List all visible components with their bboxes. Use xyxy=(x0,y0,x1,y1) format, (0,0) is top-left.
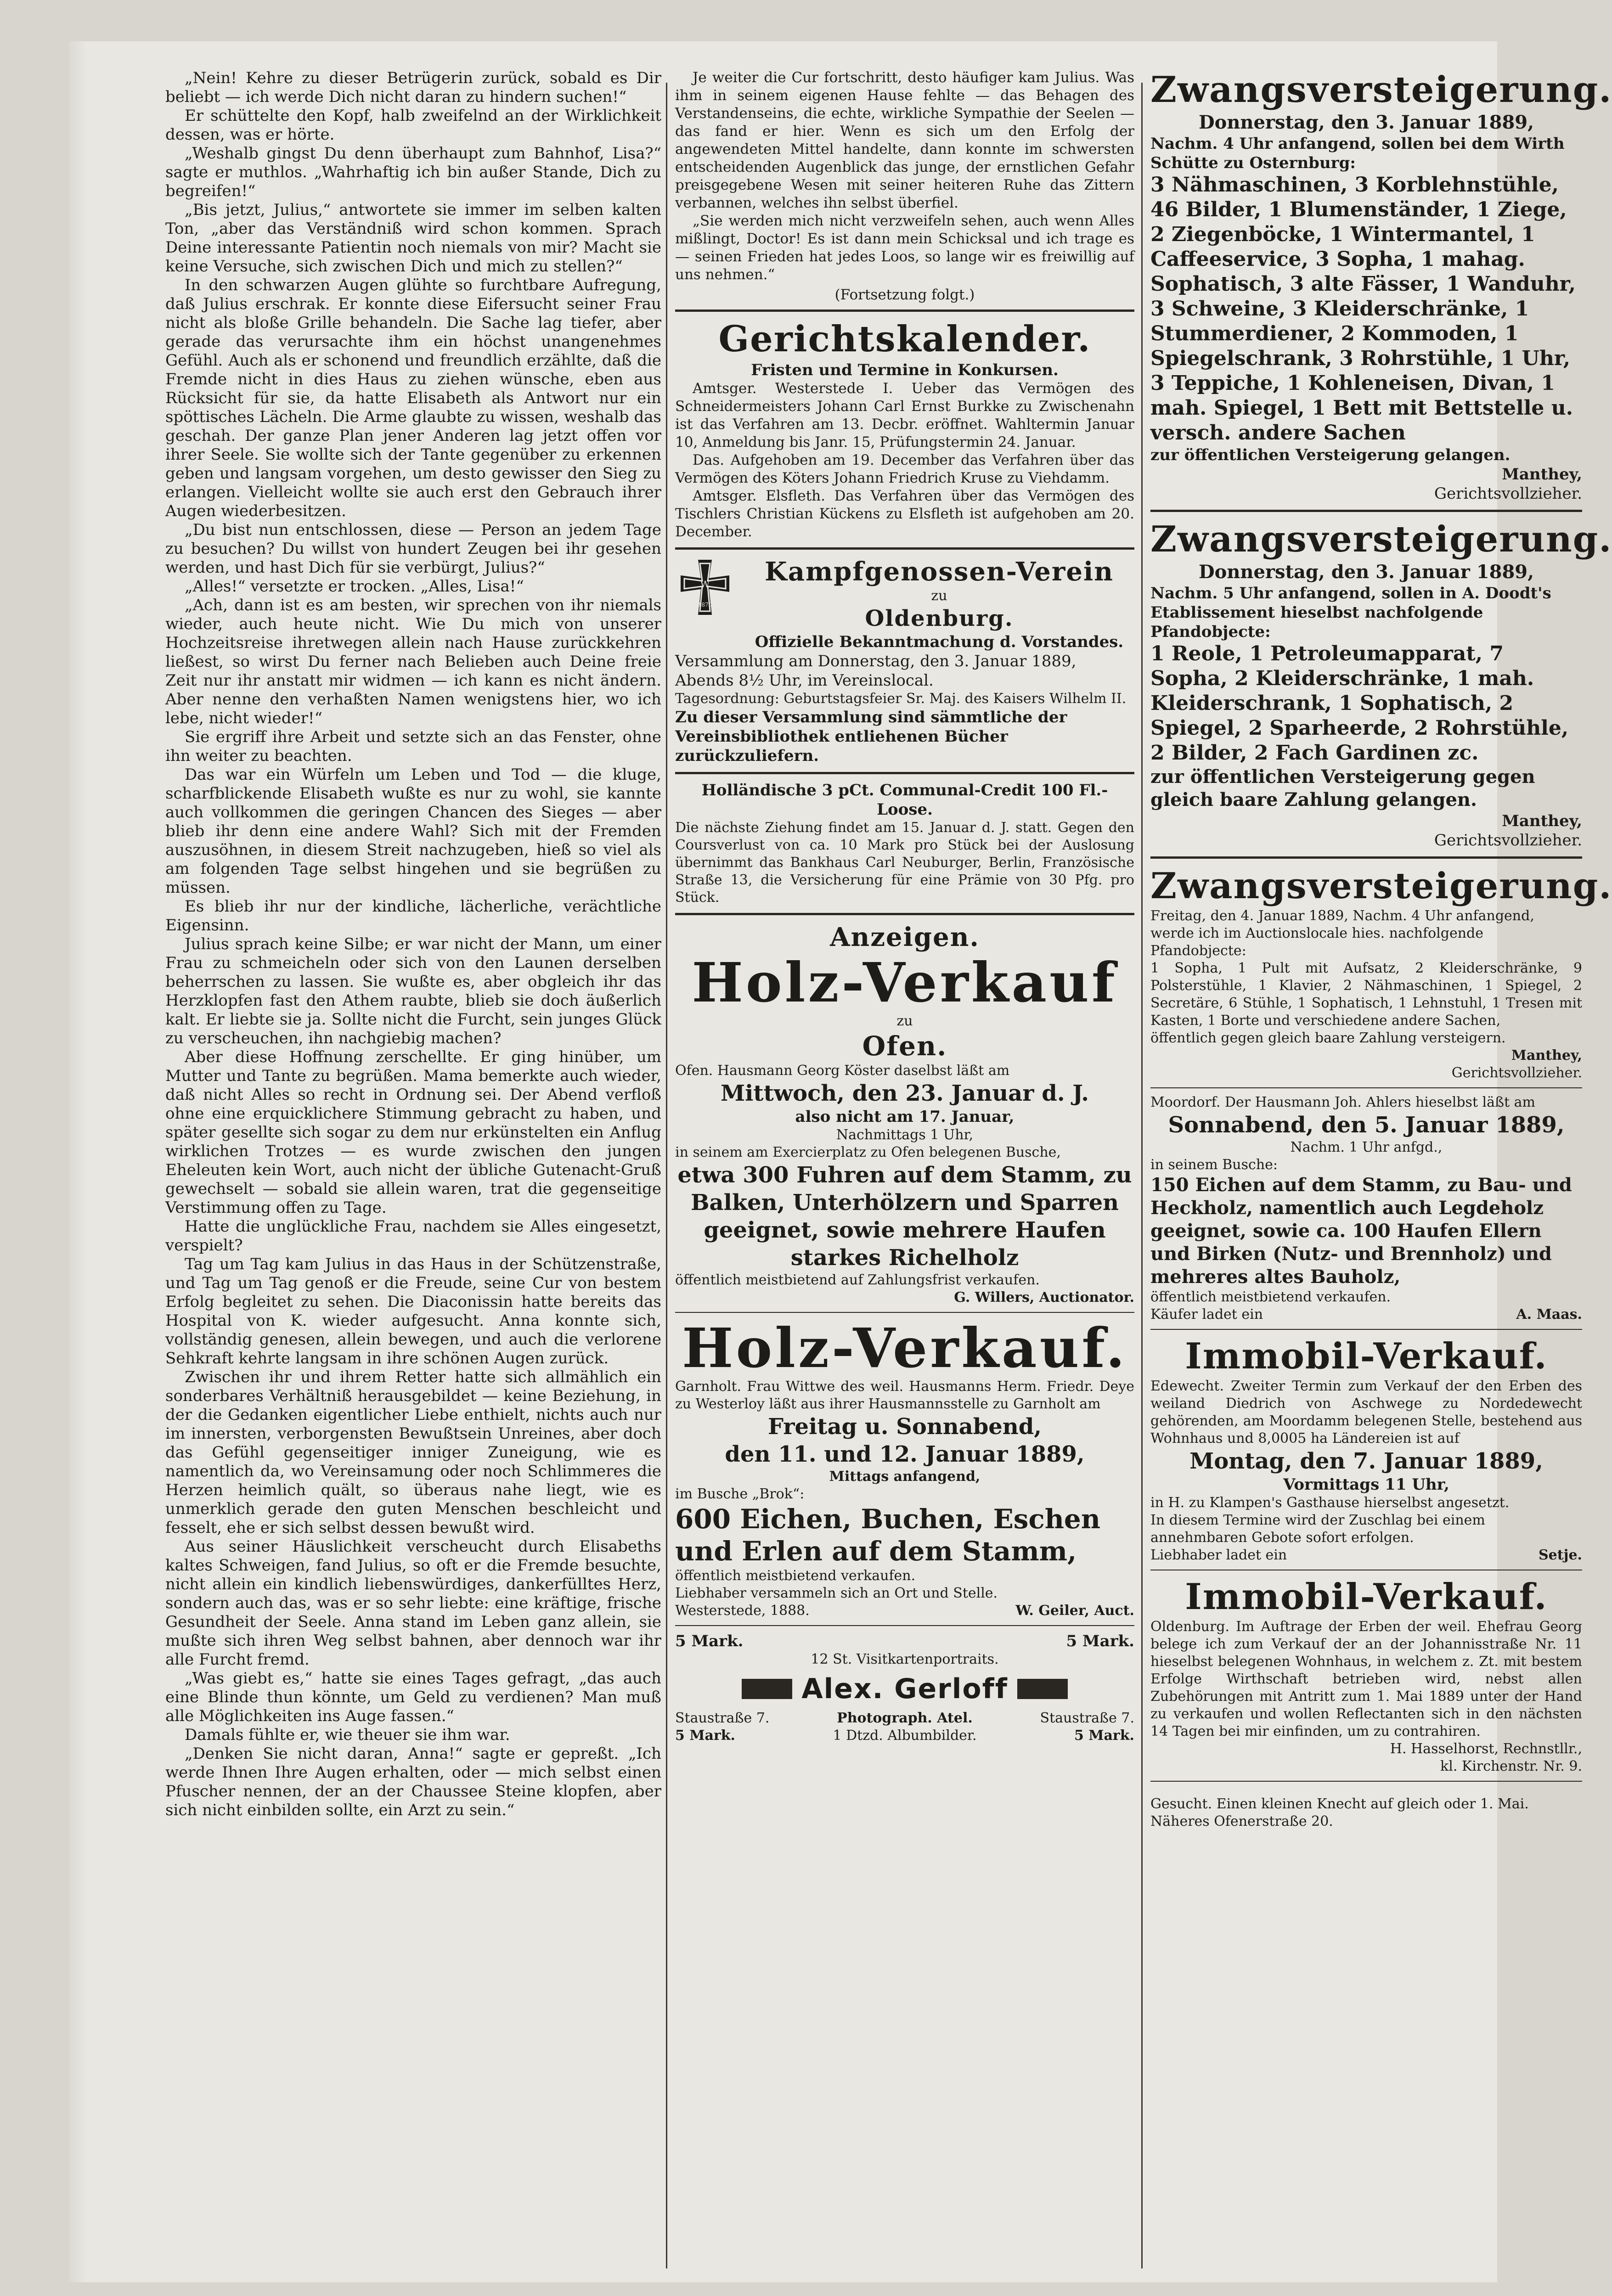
bailiff-name: Manthey, xyxy=(1511,1047,1582,1064)
property-sale-time: Vormittags 11 Uhr, xyxy=(1283,1475,1449,1494)
wood-sale-intro: Garnholt. Frau Wittwe des weil. Hausmanns Herm. Friedr. Deye zu Westerloy läßt aus ihrer Hausmannsstelle zu Garnholt am xyxy=(675,1379,1134,1412)
column-rule-1 xyxy=(666,83,667,2268)
story-paragraph: Julius sprach keine Silbe; er war nicht der Mann, um einer Frau zu schmeicheln oder sich von den Launen derselben beherrschen zu lassen. Sie wußte es, aber obgleich ihr das Herzklopfen fast den Athem raubte, blieb sie doch äußerlich kalt. Er liebte sie ja. Sollte nicht die Furcht, sein junges Glück zu verscheuchen, ihn nachgiebig machen? xyxy=(165,935,661,1047)
album-offer: 1 Dtzd. Albumbilder. xyxy=(833,1728,977,1744)
wood-sale-meeting: Liebhaber versammeln sich an Ort und Stelle. xyxy=(675,1585,998,1601)
property-sale-buyers: Liebhaber ladet ein xyxy=(1150,1547,1287,1563)
club-zu: zu xyxy=(931,588,947,604)
story-paragraph: Je weiter die Cur fortschritt, desto häufiger kam Julius. Was ihm in seinem eigenen Hause fehlte — das Behagen des Verstandenseins, die echte, wirkliche Sympathie der Seelen — das fand er hier. Wenn es sich um den Erfolg der angewendeten Mittel handelte, dann konnte im schwersten entscheidenden Augenblick das junge, der ernstlichen Gefahr preisgegebene Wesen mit seiner heiteren Ruhe das Zittern verbannen, welches ihn selbst überfiel. xyxy=(675,69,1134,211)
story-paragraph: Damals fühlte er, wie theuer sie ihm war. xyxy=(185,1726,510,1744)
veterans-club-ad xyxy=(675,556,1134,765)
auction-items: 1 Reole, 1 Petroleumapparat, 7 Sopha, 2 Kleiderschränke, 1 mah. Kleiderschrank, 1 Sophatisch, 2 Spiegel, 2 Sparheerde, 2 Rohrstühle, 2 Bilder, 2 Fach Gardinen zc. xyxy=(1150,642,1569,765)
property-sale-title: Immobil-Verkauf. xyxy=(1185,1576,1548,1618)
court-entry: Amtsger. Westerstede I. Ueber das Vermögen des Schneidermeisters Johann Carl Ernst Burkke zu Zwischenahn ist das Verfahren am 13. Decbr. eröffnet. Wahltermin Januar 10, Anmeldung bis Janr. 15, Prüfungstermin 24. Januar. xyxy=(675,380,1134,450)
section-rule xyxy=(675,772,1134,774)
property-sale-2 xyxy=(1150,1576,1582,1775)
court-calendar xyxy=(675,318,1134,541)
price-label: 5 Mark. xyxy=(1074,1728,1134,1744)
story-paragraph: Zwischen ihr und ihrem Retter hatte sich allmählich ein sonderbares Verhältniß herausgebildet — keine Beziehung, in der die Gedanken eigentlicher Liebe enthielt, nichts auch nur im innersten, verborgensten Bewußtsein Unreines, aber doch das Gefühl gegenseitiger inniger Zuneigung, wie es namentlich da, wo Vereinsamung oder noch Schlimmeres die Herzen heimlich quält, so überaus nahe liegt, wie es unmerklich gerade den guten Menschen beschleicht und fesselt, ehe er sich selbst dessen bewußt wird. xyxy=(165,1368,661,1537)
wood-sale-title: Holz-Verkauf. xyxy=(682,1316,1128,1380)
bailiff-role: Gerichtsvollzieher. xyxy=(1434,484,1582,503)
lottery-body: Die nächste Ziehung findet am 15. Januar d. J. statt. Gegen den Coursverlust von ca. 10 Mark pro Stück bei der Auslosung übernimmt das Bankhaus Carl Neuburger, Berlin, Französische Straße 13, die Versicherung für eine Prämie von 30 Pfg. pro Stück. xyxy=(675,820,1134,906)
auction-date: Freitag, den 4. Januar 1889, Nachm. 4 Uhr anfangend, werde ich im Auctionslocale hies. nachfolgende Pfandobjecte: xyxy=(1150,908,1534,959)
court-entry: Amtsger. Elsfleth. Das Verfahren über das Vermögen des Tischlers Christian Kückens zu Elsfleth ist aufgehoben am 20. December. xyxy=(675,488,1134,540)
property-sale-body: Edewecht. Zweiter Termin zum Verkauf der den Erben des weiland Diedrich von Aschwege zu Nordedewecht gehörenden, am Moordamm belegenen Stelle, bestehend aus Wohnhaus und 8,0005 ha Ländereien ist auf xyxy=(1150,1378,1582,1446)
auction-closing: öffentlich gegen gleich baare Zahlung versteigern. xyxy=(1150,1030,1506,1046)
section-rule xyxy=(675,1312,1134,1313)
moordorf-items: 150 Eichen auf dem Stamm, zu Bau- und Heckholz, namentlich auch Legdeholz geeignet, sowie ca. 100 Haufen Ellern und Birken (Nutz- und Brennholz) und mehreres altes Bauholz, xyxy=(1150,1174,1572,1288)
section-rule xyxy=(1150,1087,1582,1088)
auction-closing: zur öffentlichen Versteigerung gelangen. xyxy=(1150,446,1511,464)
story-paragraph: „Was giebt es,“ hatte sie eines Tages gefragt, „das auch eine Blinde thun könnte, um Geld zu verdienen? Man muß alle Möglichkeiten ins Auge fassen.“ xyxy=(165,1669,661,1725)
photographer-ad xyxy=(675,1632,1134,1745)
photographer-address: Staustraße 7. xyxy=(675,1710,770,1726)
section-rule xyxy=(675,913,1134,915)
auction-closing: zur öffentlichen Versteigerung gegen gleich baare Zahlung gelangen. xyxy=(1150,766,1535,810)
story-paragraph: „Denken Sie nicht daran, Anna!“ sagte er gepreßt. „Ich werde Ihnen Ihre Augen erhalten, oder — mich selbst einen Pfuscher nennen, der an der Chaussee Steine klopfen, aber sich nicht einbilden sollte, ein Arzt zu sein.“ xyxy=(165,1745,661,1819)
section-rule xyxy=(675,547,1134,550)
story-paragraph: Hatte die unglückliche Frau, nachdem sie Alles eingesetzt, verspielt? xyxy=(165,1217,661,1255)
wood-sale-items: etwa 300 Fuhren auf dem Stamm, zu Balken, Unterhölzern und Sparren geeignet, sowie mehrere Haufen starkes Richelholz xyxy=(677,1162,1132,1271)
bailiff-role: Gerichtsvollzieher. xyxy=(1434,831,1582,850)
decor-bar xyxy=(1017,1679,1068,1699)
column-rule-2 xyxy=(1141,83,1143,2268)
wood-sale-time: Mittags anfangend, xyxy=(829,1469,981,1485)
auction-date: Donnerstag, den 3. Januar 1889, xyxy=(1198,112,1534,133)
story-paragraph: „Sie werden mich nicht verzweifeln sehen, auch wenn Alles mißlingt, Doctor! Es ist dann mein Schicksal und ich trage es — seinen Frieden hat jedes Loos, so lange wir es freiwillig auf uns nehmen.“ xyxy=(675,213,1134,283)
club-note: Zu dieser Versammlung sind sämmtliche der Vereinsbibliothek entliehenen Bücher zurückzuliefern. xyxy=(675,708,1067,765)
moordorf-intro: Moordorf. Der Hausmann Joh. Ahlers hieselbst läßt am xyxy=(1150,1094,1535,1110)
section-rule xyxy=(1150,1329,1582,1330)
court-entry: Das. Aufgehoben am 19. December das Verfahren über das Vermögen des Köters Johann Friedrich Kruse zu Viehdamm. xyxy=(675,452,1134,486)
wood-sale-signature: G. Willers, Auctionator. xyxy=(954,1289,1134,1306)
story-paragraph: Es blieb ihr nur der kindliche, lächerliche, verächtliche Eigensinn. xyxy=(165,897,661,934)
story-paragraph: Tag um Tag kam Julius in das Haus in der Schützenstraße, und Tag um Tag genoß er die Freude, seine Cur von bestem Erfolg begleitet zu sehen. Die Diaconissin hatte bereits das Hospital von K. wieder aufgesucht. Anna konnte sich, vollständig genesen, allein bewegen, und auch die verlorene Sehkraft kehrte langsam in ihre schönen Augen zurück. xyxy=(165,1255,661,1367)
bailiff-name: Manthey, xyxy=(1502,465,1582,484)
bailiff-role: Gerichtsvollzieher. xyxy=(1451,1065,1582,1081)
newspaper-page xyxy=(69,41,1612,2282)
auction-title: Zwangsversteigerung. xyxy=(1150,69,1612,111)
iron-cross-year: 1870 xyxy=(698,602,712,608)
wood-sale-zu: zu xyxy=(896,1013,913,1029)
wood-sale-ad-garnholt xyxy=(675,1318,1134,1620)
court-calendar-title: Gerichtskalender. xyxy=(718,318,1091,360)
wood-sale-time: Nachmittags 1 Uhr, xyxy=(836,1127,974,1143)
section-rule xyxy=(1150,856,1582,859)
auction-column xyxy=(1150,69,1612,1844)
story-column xyxy=(165,69,661,1820)
wood-sale-date: den 11. und 12. Januar 1889, xyxy=(725,1441,1085,1467)
story-paragraph: Das war ein Würfeln um Leben und Tod — die kluge, scharfblickende Elisabeth wußte es nur zu wohl, sie kannte auch vollkommen die geringen Chancen des Sieges — aber blieb ihr denn eine andere Wahl? Sich mit der Fremden auszusöhnen, in diesem Streit nachzugeben, hieß so viel als am folgenden Tage selbst hingehen und sie begrüßen zu müssen. xyxy=(165,765,661,897)
moordorf-signature: A. Maas. xyxy=(1516,1306,1582,1322)
photographer-address: Staustraße 7. xyxy=(1040,1710,1134,1726)
price-label: 5 Mark. xyxy=(675,1728,736,1744)
lottery-title: Holländische 3 pCt. Communal-Credit 100 Fl.-Loose. xyxy=(701,781,1108,819)
moordorf-buyers: Käufer ladet ein xyxy=(1150,1306,1263,1322)
wood-sale-not-date: also nicht am 17. Januar, xyxy=(795,1108,1015,1126)
auction-title: Zwangsversteigerung. xyxy=(1150,865,1612,907)
wood-sale-closing: öffentlich meistbietend verkaufen. xyxy=(675,1568,916,1584)
club-title: Kampfgenossen-Verein xyxy=(765,557,1114,587)
photographer-name: Alex. Gerloff xyxy=(801,1673,1008,1705)
story-paragraph: „Du bist nun entschlossen, diese — Person an jedem Tage zu besuchen? Du willst von hundert Zeugen bei ihr gesehen werden, und hast Dich für sie verbürgt, Julius?“ xyxy=(165,521,661,577)
wood-sale-closing: öffentlich meistbietend auf Zahlungsfrist verkaufen. xyxy=(675,1272,1040,1288)
story-paragraph: Aus seiner Häuslichkeit verscheucht durch Elisabeths kaltes Schweigen, fand Julius, so oft er die Fremde besuchte, nicht allein ein kindlich liebenswürdiges, dankerfülltes Herz, sondern auch das, was er so sehr liebte: eine kräftige, frische Gesundheit der Seele. Anna stand im Leben ganz allein, sie mußte sich ihren Weg selbst bahnen, aber dennoch war ihr alle Furcht fremd. xyxy=(165,1537,661,1669)
property-sale-body: Oldenburg. Im Auftrage der Erben der weil. Ehefrau Georg belege ich zum Verkauf der an der Johannisstraße Nr. 11 hieselbst belegenen Wohnhaus, in welchem z. Zt. mit bestem Erfolge Wirthschaft betrieben wird, nebst allen Zubehörungen mit Antritt zum 1. Mai 1889 unter der Hand zu verkaufen und wollen Reflectanten sich in den nächsten 14 Tagen bei mir einfinden, um zu contrahiren. xyxy=(1150,1619,1582,1739)
section-rule xyxy=(675,1625,1134,1626)
court-calendar-subtitle: Fristen und Termine in Konkursen. xyxy=(751,361,1059,379)
forced-auction-1 xyxy=(1150,69,1612,503)
moordorf-wood-ad xyxy=(1150,1094,1582,1323)
portrait-offer: 12 St. Visitkartenportraits. xyxy=(811,1651,999,1667)
club-subtitle: Offizielle Bekanntmachung d. Vorstandes. xyxy=(755,633,1124,651)
property-sale-signature: H. Hasselhorst, Rechnstllr., xyxy=(1390,1741,1582,1757)
club-city: Oldenburg. xyxy=(865,606,1014,631)
section-rule xyxy=(1150,510,1582,512)
forced-auction-3 xyxy=(1150,865,1612,1082)
forced-auction-2 xyxy=(1150,518,1612,850)
wood-sale-intro: Ofen. Hausmann Georg Köster daselbst läßt am xyxy=(675,1063,1010,1079)
story-paragraph: „Ach, dann ist es am besten, wir sprechen von ihr niemals wieder, auch heute nicht. Wie Du mich von unserer Hochzeitsreise ihretwegen allein nach Hause zurückkehren ließest, so wirst Du ferner nach Belieben auch Deine freie Zeit nur ihr anstatt mir widmen — ich kann es nicht ändern. Aber nenne den verhaßten Namen wenigstens hier, wo ich lebe, nicht wieder!“ xyxy=(165,596,661,727)
page-shadow-left xyxy=(69,41,87,2282)
property-sale-address: kl. Kirchenstr. Nr. 9. xyxy=(1440,1758,1582,1774)
story-end xyxy=(675,69,1134,284)
middle-column xyxy=(675,69,1134,1745)
property-sale-1 xyxy=(1150,1335,1582,1564)
wood-sale-date: Freitag u. Sonnabend, xyxy=(767,1414,1042,1440)
story-paragraph: „Alles!“ versetzte er trocken. „Alles, Lisa!“ xyxy=(185,577,524,596)
wood-sale-place: in seinem am Exercierplatz zu Ofen belegenen Busche, xyxy=(675,1144,1061,1160)
wood-sale-title: Holz-Verkauf xyxy=(692,951,1118,1014)
auction-title: Zwangsversteigerung. xyxy=(1150,518,1612,560)
section-rule xyxy=(1150,1781,1582,1782)
story-paragraph: Aber diese Hoffnung zerschellte. Er ging hinüber, um Mutter und Tante zu begrüßen. Mama bemerkte auch wieder, daß nicht Alles so recht in Ordnung sei. Der Abend verfloß ohne eine erquicklichere Stimmung gebracht zu haben, und später gesellte sich sogar zu dem nur erkünstelten ein Anflug wirklichen Trotzes — es wurde zwischen den jungen Eheleuten kein Wort, auch nicht der übliche Gutenacht-Gruß gewechselt — sobald sie allein waren, trat die gegenseitige Verstimmung offen zu Tage. xyxy=(165,1048,661,1217)
wood-sale-ad-ofen xyxy=(675,953,1134,1306)
moordorf-date: Sonnabend, den 5. Januar 1889, xyxy=(1168,1112,1565,1138)
bailiff-name: Manthey, xyxy=(1502,812,1582,830)
auction-items: 1 Sopha, 1 Pult mit Aufsatz, 2 Kleiderschränke, 9 Polsterstühle, 1 Klavier, 2 Nähmaschinen, 1 Spiegel, 2 Secretäre, 6 Stühle, 1 Sophatisch, 1 Lehnstuhl, 1 Tresen mit Kasten, 1 Borte und verschiedene andere Sachen, xyxy=(1150,960,1582,1029)
price-label: 5 Mark. xyxy=(1066,1632,1134,1650)
wood-sale-signature: W. Geiler, Auct. xyxy=(1015,1603,1134,1619)
wood-sale-date: Mittwoch, den 23. Januar d. J. xyxy=(721,1080,1089,1106)
continuation-note: (Fortsetzung folgt.) xyxy=(834,287,975,303)
property-sale-note: In diesem Termine wird der Zuschlag bei einem annehmbaren Gebote sofort erfolgen. xyxy=(1150,1512,1485,1546)
auction-date: Donnerstag, den 3. Januar 1889, xyxy=(1198,561,1534,583)
wood-sale-items: 600 Eichen, Buchen, Eschen und Erlen auf dem Stamm, xyxy=(675,1503,1100,1567)
lottery-ad xyxy=(675,781,1134,906)
auction-body: Nachm. 5 Uhr anfangend, sollen in A. Doodt's Etablissement hieselbst nachfolgende Pfandobjecte: xyxy=(1150,584,1551,641)
wood-sale-place: im Busche „Brok“: xyxy=(675,1486,805,1502)
club-agenda: Tagesordnung: Geburtstagsfeier Sr. Maj. des Kaisers Wilhelm II. xyxy=(675,691,1127,707)
property-sale-place: in H. zu Klampen's Gasthause hierselbst angesetzt. xyxy=(1150,1495,1510,1511)
property-sale-signature: Setje. xyxy=(1539,1547,1582,1563)
decor-bar xyxy=(742,1679,792,1699)
property-sale-date: Montag, den 7. Januar 1889, xyxy=(1189,1448,1543,1474)
price-label: 5 Mark. xyxy=(675,1632,744,1650)
moordorf-closing: öffentlich meistbietend verkaufen. xyxy=(1150,1289,1391,1305)
wanted-ad: Gesucht. Einen kleinen Knecht auf gleich oder 1. Mai. Näheres Ofenerstraße 20. xyxy=(1150,1796,1529,1829)
moordorf-time: Nachm. 1 Uhr anfgd., xyxy=(1290,1139,1443,1155)
auction-body: Nachm. 4 Uhr anfangend, sollen bei dem Wirth Schütte zu Osternburg: xyxy=(1150,135,1565,172)
story-paragraph: Er schüttelte den Kopf, halb zweifelnd an der Wirklichkeit dessen, was er hörte. xyxy=(165,107,661,144)
photographer-label: Photograph. Atel. xyxy=(837,1710,973,1726)
wood-sale-place-date: Westerstede, 1888. xyxy=(675,1603,810,1619)
wood-sale-city: Ofen. xyxy=(862,1030,947,1062)
story-paragraph: In den schwarzen Augen glühte so furchtbare Aufregung, daß Julius erschrak. Er konnte diese Eifersucht seiner Frau nicht als bloße Grille behandeln. Die Sache lag tiefer, aber gerade das verursachte ihm ein höchst unangenehmes Gefühl. Auch als er schonend und freundlich erzählte, daß die Fremde nicht in dies Haus zu ziehen wünsche, eben aus Rücksicht für sie, da hatte Elisabeth als Antwort nur ein spöttisches Lächeln. Die Arme glaubte zu wissen, weshalb das geschah. Der ganze Plan jener Anderen lag jetzt offen vor ihrer Seele. Sie wollte sich der Tante gegenüber zu erkennen geben und langsam vorgehen, um desto gewisser den Sieg zu erlangen. Vielleicht wollte sie auch erst den Gebrauch ihrer Augen wiederbesitzen. xyxy=(165,276,661,520)
story-paragraph: „Nein! Kehre zu dieser Betrügerin zurück, sobald es Dir beliebt — ich werde Dich nicht daran zu hindern suchen!“ xyxy=(165,69,661,106)
ads-heading: Anzeigen. xyxy=(830,922,980,952)
iron-cross-icon xyxy=(675,556,735,625)
moordorf-place: in seinem Busche: xyxy=(1150,1157,1278,1173)
section-rule xyxy=(675,310,1134,312)
property-sale-title: Immobil-Verkauf. xyxy=(1185,1335,1548,1377)
iron-cross-letter: W xyxy=(700,579,710,590)
club-meeting: Versammlung am Donnerstag, den 3. Januar 1889, Abends 8½ Uhr, im Vereinslocal. xyxy=(675,652,1077,690)
story-paragraph: Sie ergriff ihre Arbeit und setzte sich an das Fenster, ohne ihn weiter zu beachten. xyxy=(165,728,661,765)
story-paragraph: „Weshalb gingst Du denn überhaupt zum Bahnhof, Lisa?“ sagte er muthlos. „Wahrhaftig ich bin außer Stande, Dich zu begreifen!“ xyxy=(165,144,661,200)
auction-items: 3 Nähmaschinen, 3 Korblehnstühle, 46 Bilder, 1 Blumenständer, 1 Ziege, 2 Ziegenböcke, 1 Wintermantel, 1 Caffeeservice, 3 Sopha, 1 mahag. Sophatisch, 3 alte Fässer, 1 Wanduhr, 3 Schweine, 3 Kleiderschränke, 1 Stummerdiener, 2 Kommoden, 1 Spiegelschrank, 3 Rohrstühle, 1 Uhr, 3 Teppiche, 1 Kohleneisen, Divan, 1 mah. Spiegel, 1 Bett mit Bettstelle u. versch. andere Sachen xyxy=(1150,173,1576,445)
story-paragraph: „Bis jetzt, Julius,“ antwortete sie immer im selben kalten Ton, „aber das Verständniß wird schon kommen. Sprach Deine interessante Patientin noch niemals von mir? Macht sie keine Versuche, sich zwischen Dich und mich zu stellen?“ xyxy=(165,201,661,276)
